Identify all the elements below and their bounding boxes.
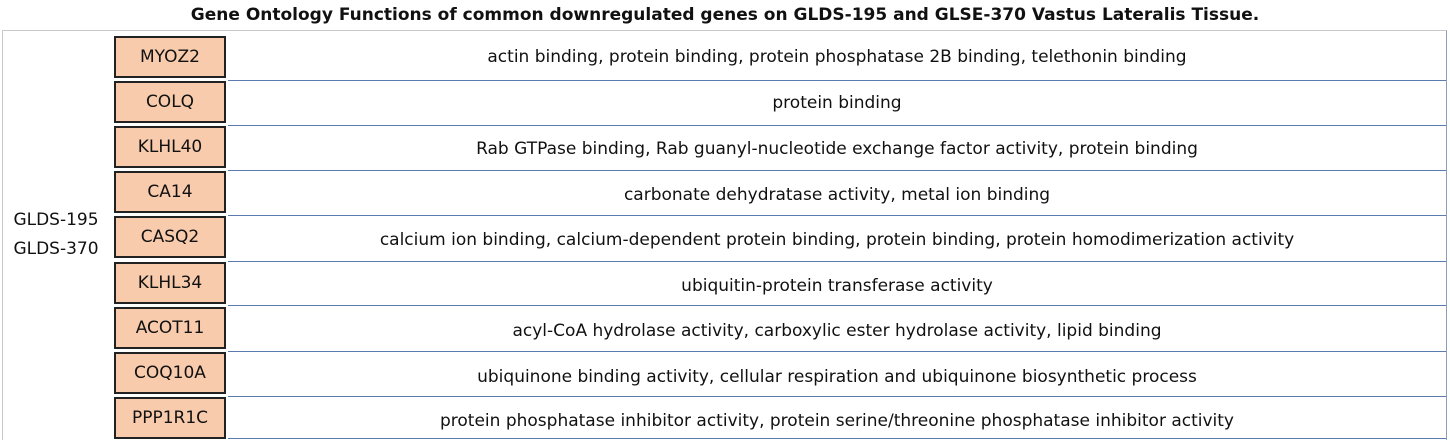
gene-cell: COQ10A <box>114 352 226 394</box>
function-cell: actin binding, protein binding, protein phosphatase 2B binding, telethonin binding <box>487 47 1187 67</box>
table-title: Gene Ontology Functions of common downregulated genes on GLDS-195 and GLSE-370 Vastus Lateralis Tissue. <box>190 5 1260 25</box>
gene-cell: KLHL34 <box>114 262 226 304</box>
dataset-label-1: GLDS-195 <box>13 210 99 230</box>
gene-cell: MYOZ2 <box>114 36 226 78</box>
gene-cell: PPP1R1C <box>114 397 226 439</box>
dataset-group-label <box>0 30 112 440</box>
function-cell: protein phosphatase inhibitor activity, protein serine/threonine phosphatase inhibitor activity <box>440 411 1234 431</box>
function-cell: ubiquinone binding activity, cellular respiration and ubiquinone biosynthetic process <box>477 367 1197 387</box>
row-divider <box>228 215 1446 216</box>
gene-cell: ACOT11 <box>114 307 226 349</box>
gene-cell: CASQ2 <box>114 216 226 258</box>
gene-cell: CA14 <box>114 171 226 213</box>
function-cell: protein binding <box>772 93 902 113</box>
gene-cell: COLQ <box>114 81 226 123</box>
row-divider <box>228 170 1446 171</box>
dataset-label-2: GLDS-370 <box>13 239 99 259</box>
row-divider <box>228 125 1446 126</box>
row-divider <box>228 438 1446 439</box>
row-divider <box>228 351 1446 352</box>
row-divider <box>228 261 1446 262</box>
function-cell: acyl-CoA hydrolase activity, carboxylic ester hydrolase activity, lipid binding <box>512 321 1162 341</box>
row-divider <box>228 396 1446 397</box>
function-cell: ubiquitin-protein transferase activity <box>681 276 993 296</box>
row-divider <box>228 305 1446 306</box>
gene-cell: KLHL40 <box>114 126 226 168</box>
function-cell: calcium ion binding, calcium-dependent protein binding, protein binding, protein homodimerization activity <box>379 230 1295 250</box>
function-cell: Rab GTPase binding, Rab guanyl-nucleotide exchange factor activity, protein binding <box>476 139 1198 159</box>
function-cell: carbonate dehydratase activity, metal ion binding <box>623 185 1051 205</box>
